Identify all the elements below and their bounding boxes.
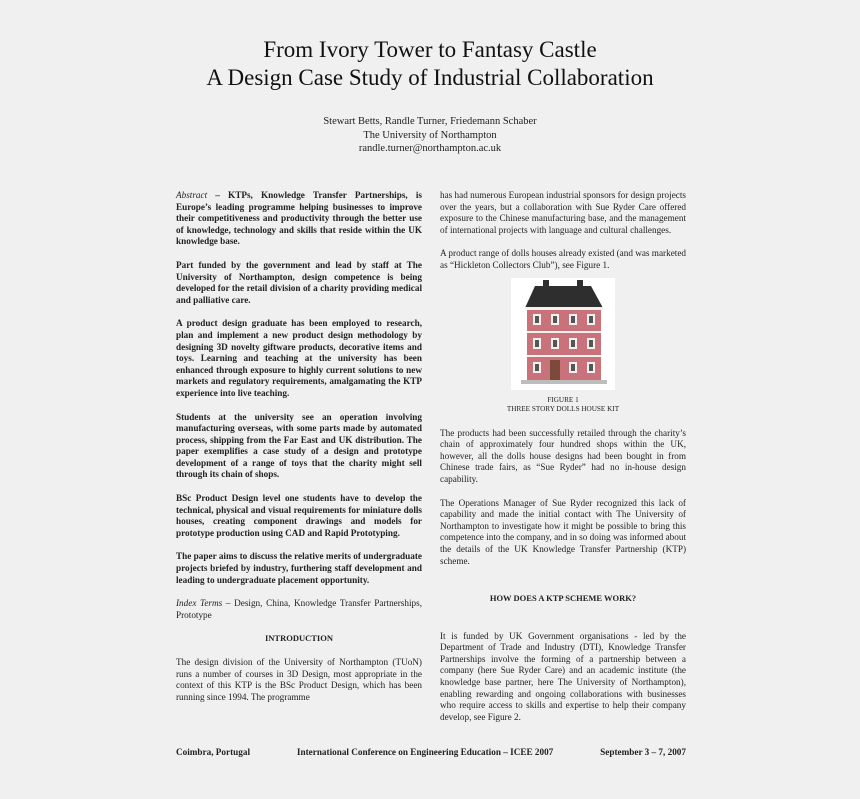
page-footer	[176, 747, 686, 757]
footer-conference: International Conference on Engineering Education – ICEE 2007	[296, 747, 554, 757]
dolls-house-image	[511, 278, 615, 390]
abstract-paragraph-4: Students at the university see an operation involving manufacturing overseas, with some parts made by automated process, shipping from the Far East and UK distribution. The paper exemplifies a case study of a design and prototype development of a range of toys that the charity might sell through its chain of shops.	[176, 411, 422, 480]
abstract-paragraph-3: A product design graduate has been employed to research, plan and implement a new product design methodology by designing 3D novelty giftware products, decorative items and toys. Learning and teaching at the university has been enhanced through exposure to highly current solutions to new markets and regulatory requirements, amalgamating the KTP experience into live teaching.	[176, 318, 422, 398]
right-paragraph-3: The products had been successfully retailed through the charity’s chain of approximately four hundred shops within the UK, however, all the dolls house designs had been bought in from Chinese trade fairs, as “Sue Ryder” had no in-house design capability.	[440, 427, 686, 484]
figure-title: THREE STORY DOLLS HOUSE KIT	[506, 404, 620, 413]
footer-date: September 3 – 7, 2007	[600, 747, 686, 757]
abstract-text: – KTPs, Knowledge Transfer Partnerships, is Europe’s leading programme helping businesses to improve their competitiveness and productivity through the better use of knowledge, technology and skills that reside within the UK knowledge base.	[176, 190, 422, 247]
figure-1	[440, 278, 686, 390]
right-paragraph-1: has had numerous European industrial sponsors for design projects over the years, but a collaboration with Sue Ryder Care offered exposure to the Chinese manufacturing base, and the management of international projects with language and cultural challenges.	[440, 190, 686, 235]
footer-location: Coimbra, Portugal	[176, 747, 251, 757]
abstract-paragraph-2: Part funded by the government and lead by staff at The University of Northampton, design competence is being developed for the retail division of a charity providing medical and palliative care.	[176, 259, 422, 305]
figure-caption	[440, 396, 686, 414]
abstract-paragraph	[176, 190, 422, 248]
paper-title-line-2: A Design Case Study of Industrial Collaboration	[206, 65, 654, 90]
right-paragraph-5: It is funded by UK Government organisations - led by the Department of Trade and Industry (DTI), Knowledge Transfer Partnerships involve the forming of a partnership between a company (here Sue Ryder Care) and an academic institute (the knowledge base partner, here The University of Northampton), enabling rewarding and ongoing collaborations with businesses who require access to skills and expertise to help their company develop, see Figure 2.	[440, 630, 686, 722]
email: randle.turner@northampton.ac.uk	[358, 143, 502, 154]
authors: Stewart Betts, Randle Turner, Friedemann Schaber	[323, 116, 537, 127]
introduction-heading: INTRODUCTION	[264, 633, 333, 644]
abstract-paragraph-5: BSc Product Design level one students have to develop the technical, physical and visual requirements for miniature dolls houses, creating component drawings and models for prototype production using CAD and Rapid Prototyping.	[176, 493, 422, 538]
abstract-label: Abstract	[176, 190, 208, 200]
paper-title-line-1: From Ivory Tower to Fantasy Castle	[263, 37, 597, 62]
introduction-paragraph: The design division of the University of Northampton (TUoN) runs a number of courses in 3D Design, most appropriate in the context of this KTP is the BSc Product Design, which has been running since 1994. The programme	[176, 657, 422, 702]
right-paragraph-2: A product range of dolls houses already existed (and was marketed as “Hickleton Collectors Club”), see Figure 1.	[440, 248, 686, 270]
index-terms	[176, 598, 422, 621]
right-column	[440, 190, 686, 735]
figure-label: FIGURE 1	[547, 395, 579, 404]
ktp-scheme-heading: HOW DOES A KTP SCHEME WORK?	[489, 593, 637, 604]
right-paragraph-4: The Operations Manager of Sue Ryder recognized this lack of capability and made the initial contact with The University of Northampton to investigate how it might be possible to bring this competence into the company, and in so doing was informed about the details of the UK Knowledge Transfer Partnership (KTP) scheme.	[440, 497, 686, 566]
index-terms-label: Index Terms	[176, 598, 223, 609]
affiliation: The University of Northampton	[363, 129, 497, 141]
author-block	[0, 115, 860, 156]
left-column	[176, 190, 422, 715]
abstract-paragraph-6: The paper aims to discuss the relative merits of undergraduate projects briefed by industry, furthering staff development and leading to undergraduate placement opportunity.	[176, 551, 422, 585]
index-terms-text: – Design, China, Knowledge Transfer Partnerships, Prototype	[176, 598, 422, 620]
